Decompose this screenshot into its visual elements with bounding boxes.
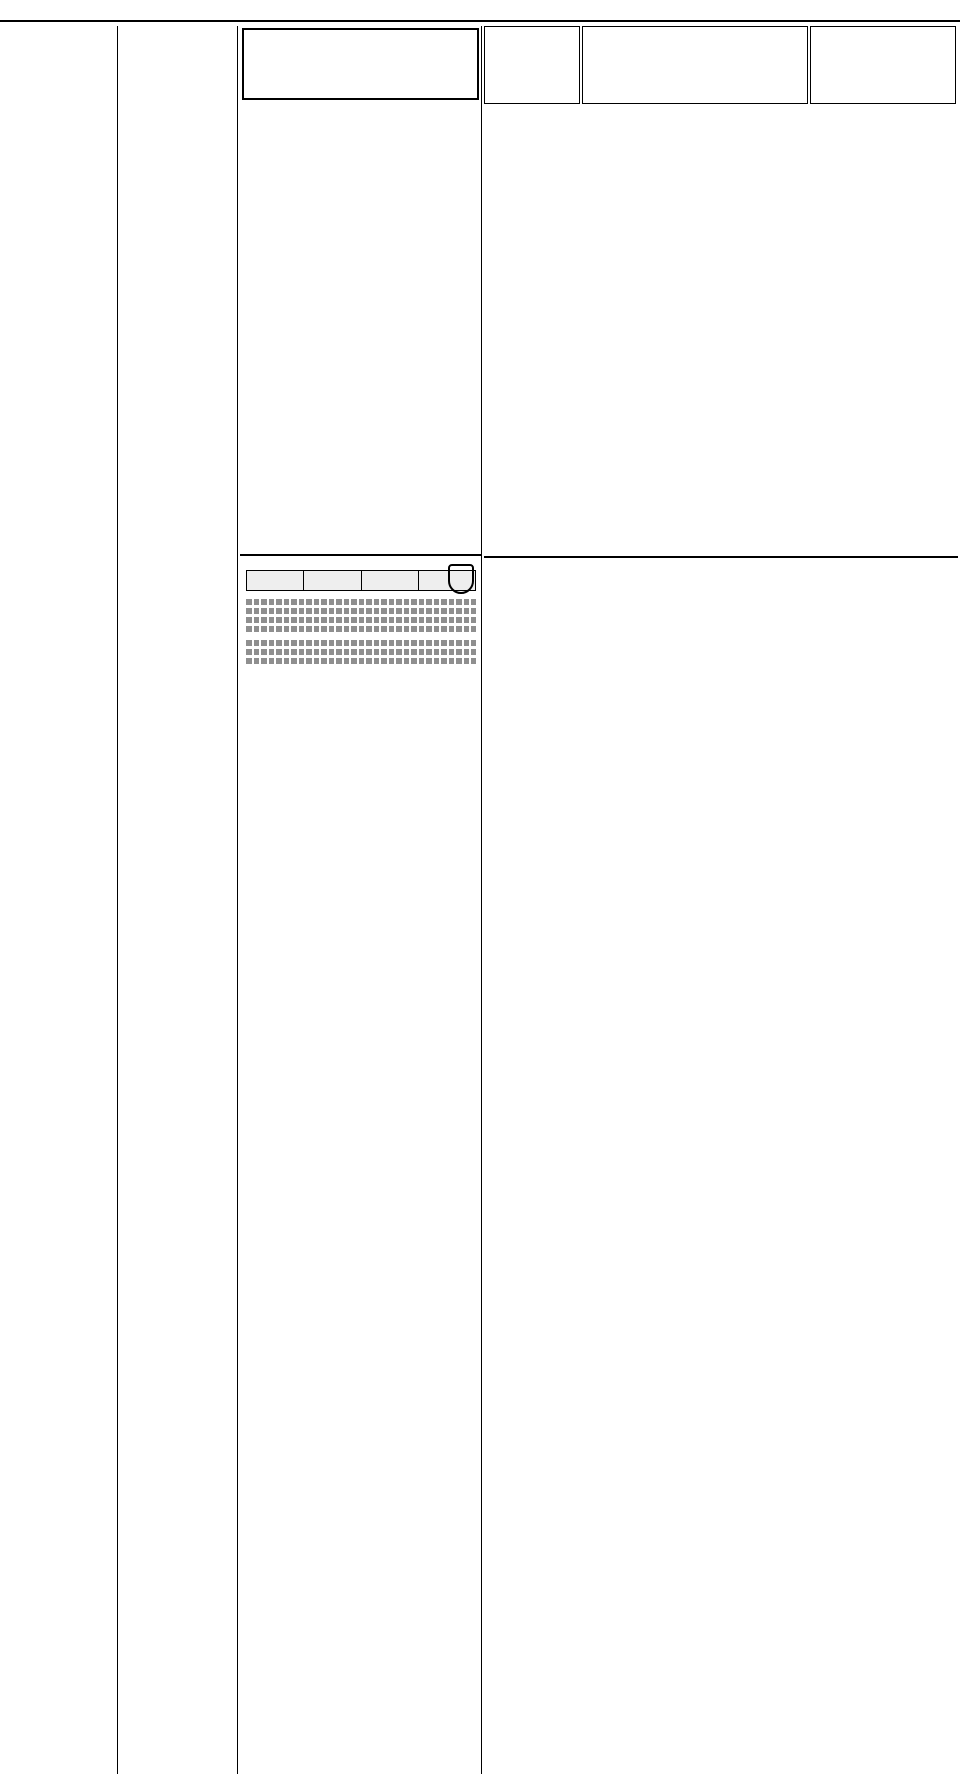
col-header-name xyxy=(361,571,418,591)
public-notice-ads-grid xyxy=(484,556,958,1774)
hmc-auction-notice xyxy=(240,554,482,1774)
col-header-deposit xyxy=(247,571,304,591)
middle-column xyxy=(240,26,482,1774)
sports-news-section xyxy=(484,26,958,556)
classified-ads-box xyxy=(242,28,479,100)
court-notices-column-1 xyxy=(2,26,118,1774)
part-3-text xyxy=(246,640,476,664)
news-item-ronaldo xyxy=(810,26,956,104)
news-item-shoaib xyxy=(484,26,580,104)
part-2-text xyxy=(246,599,476,632)
court-notices-column-2 xyxy=(120,26,238,1774)
news-item-multan-test xyxy=(582,26,808,104)
masthead-bar xyxy=(0,0,960,22)
auction-table xyxy=(246,570,476,591)
col-header-bid xyxy=(304,571,361,591)
right-column xyxy=(484,26,958,1774)
corporation-seal-icon xyxy=(448,564,474,594)
